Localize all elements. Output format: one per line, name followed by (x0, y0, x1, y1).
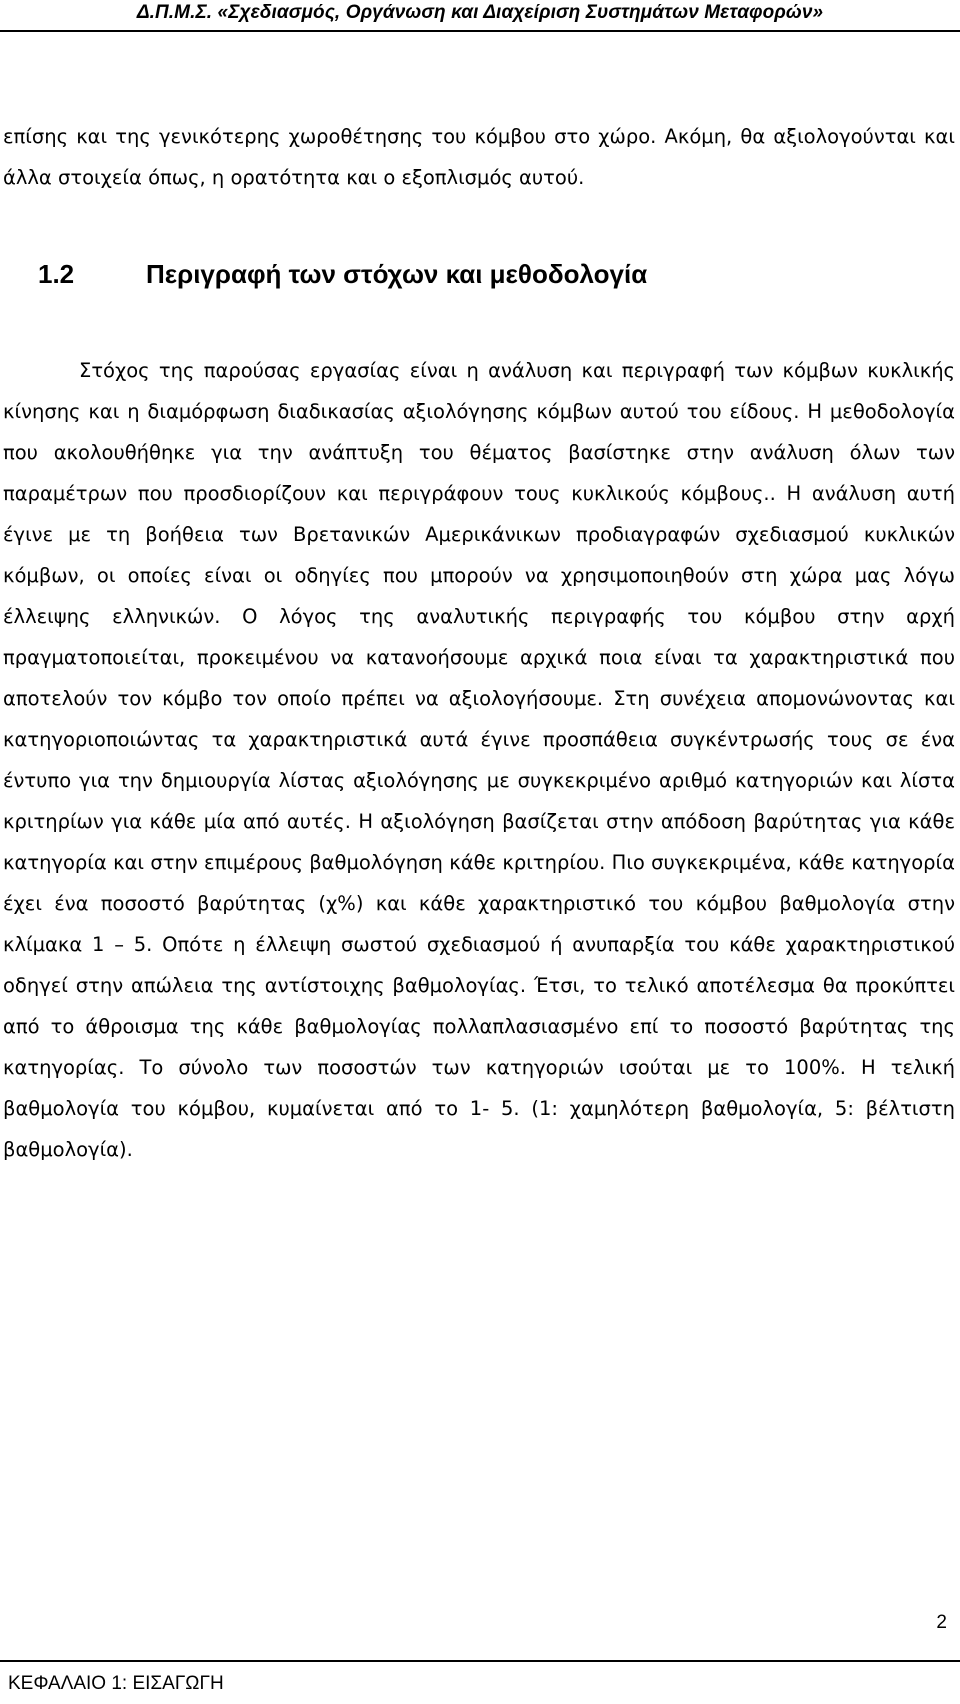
header-divider (0, 30, 960, 32)
footer-divider (0, 1660, 960, 1662)
section-heading (38, 256, 647, 292)
intro-paragraph: επίσης και της γενικότερης χωροθέτησης του κόμβου στο χώρο. Ακόμη, θα αξιολογούνται και άλλα στοιχεία όπως, η ορατότητα και ο εξοπλισμός αυτού. (3, 125, 955, 189)
chapter-footer: ΚΕΦΑΛΑΙΟ 1: ΕΙΣΑΓΩΓΗ (8, 1673, 224, 1694)
section-title: Περιγραφή των στόχων και μεθοδολογία (146, 259, 648, 289)
main-paragraph (3, 350, 955, 1170)
document-header: Δ.Π.Μ.Σ. «Σχεδιασμός, Οργάνωση και Διαχείριση Συστημάτων Μεταφορών» (136, 2, 824, 23)
main-paragraph-text: Στόχος της παρούσας εργασίας είναι η ανάλυση και περιγραφή των κόμβων κυκλικής κίνησης και η διαμόρφωση διαδικασίας αξιολόγησης κόμβων αυτού του είδους. Η μεθοδολογία που ακολουθήθηκε για την ανάπτυξη του θέματος βασίστηκε στην ανάλυση όλων των παραμέτρων που προσδιορίζουν και περιγράφουν τους κυκλικούς κόμβους.. Η ανάλυση αυτή έγινε με τη βοήθεια των Βρετανικών Αμερικάνικων προδιαγραφών σχεδιασμού κυκλικών κόμβων, οι οποίες είναι οι οδηγίες που μπορούν να χρησιμοποιηθούν στη χώρα μας λόγω έλλειψης ελληνικών. Ο λόγος της αναλυτικής περιγραφής του κόμβου στην αρχή πραγματοποιείται, προκειμένου να κατανοήσουμε αρχικά ποια είναι τα χαρακτηριστικά που αποτελούν τον κόμβο τον οποίο πρέπει να αξιολογήσουμε. Στη συνέχεια απομονώνοντας και κατηγοριοποιώντας τα χαρακτηριστικά αυτά έγινε προσπάθεια συγκέντρωσής τους σε ένα έντυπο για την δημιουργία λίστας αξιολόγησης με συγκεκριμένο αριθμό κατηγοριών και λίστα κριτηρίων για κάθε μία από αυτές. Η αξιολόγηση βασίζεται στην απόδοση βαρύτητας για κάθε κατηγορία και στην επιμέρους βαθμολόγηση κάθε κριτηρίου. Πιο συγκεκριμένα, κάθε κατηγορία έχει ένα ποσοστό βαρύτητας (χ%) και κάθε χαρακτηριστικό του κόμβου βαθμολογία στην κλίμακα 1 – 5. Οπότε η έλλειψη σωστού σχεδιασμού ή ανυπαρξία του κάθε χαρακτηριστικού οδηγεί στην απώλεια της αντίστοιχης βαθμολογίας. Έτσι, το τελικό αποτέλεσμα θα προκύπτει από το άθροισμα της κάθε βαθμολογίας πολλαπλασιασμένο επί το ποσοστό βαρύτητας της κατηγορίας. Το σύνολο των ποσοστών των κατηγοριών ισούται με το 100%. Η τελική βαθμολογία του κόμβου, κυμαίνεται από το 1- 5. (1: χαμηλότερη βαθμολογία, 5: βέλτιστη βαθμολογία). (3, 359, 955, 1161)
page-number: 2 (936, 1612, 947, 1633)
section-number: 1.2 (38, 259, 75, 289)
